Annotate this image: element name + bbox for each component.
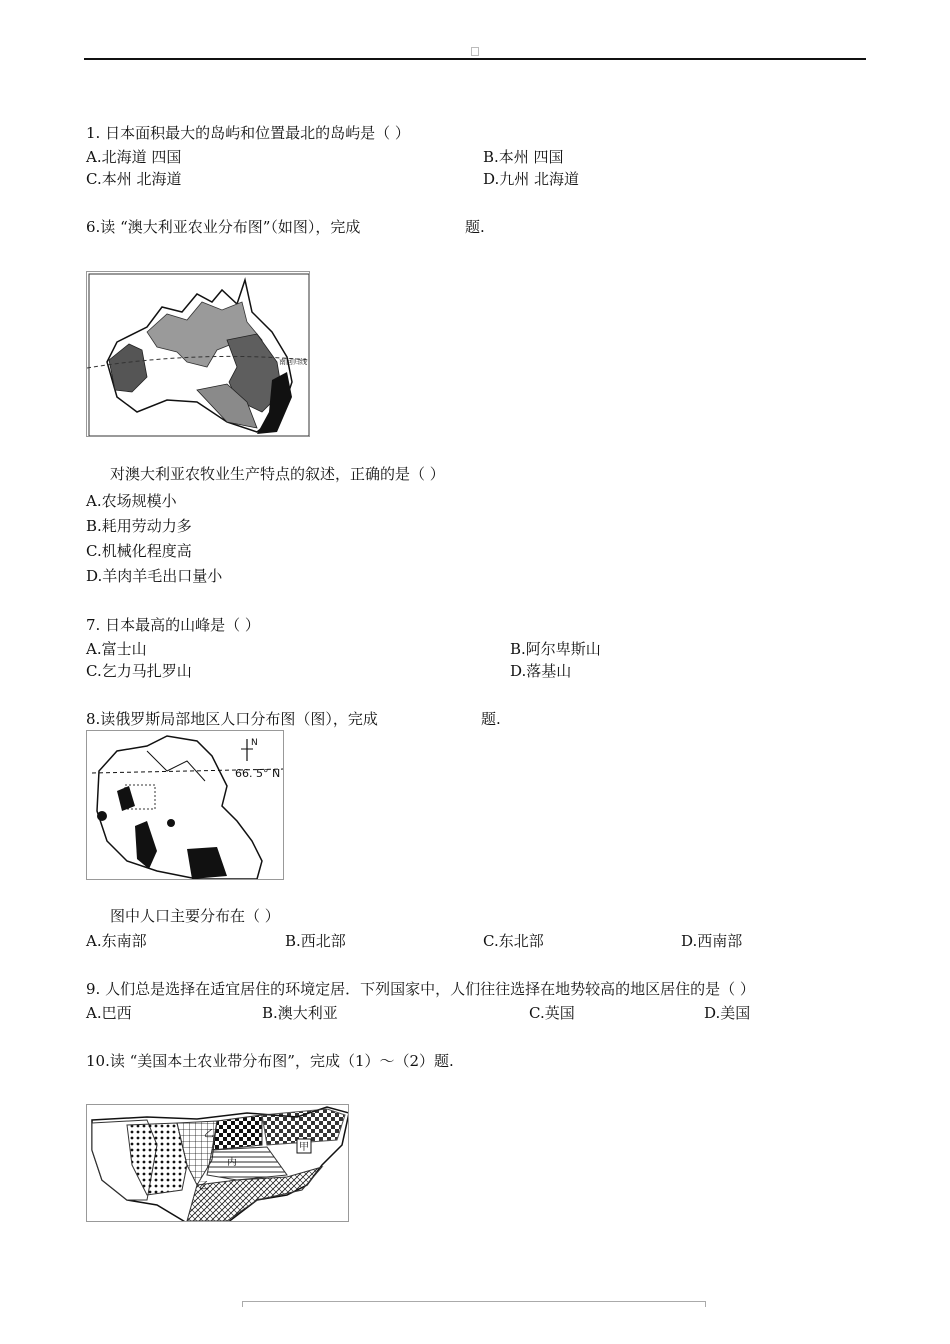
zone-label-yi-south: 乙 [199,1181,209,1192]
usa-agriculture-map [86,1104,349,1222]
q8-option-d: D.西南部 [681,932,743,950]
q6-option-d: D.羊肉羊毛出口量小 [86,567,223,585]
q7-option-b: B.阿尔卑斯山 [510,640,601,658]
q1-option-a: A.北海道 四国 [86,148,182,166]
footer-bracket [242,1301,706,1307]
q6-option-b: B.耗用劳动力多 [86,517,192,535]
q9-stem: 9. 人们总是选择在适宜居住的环境定居．下列国家中，人们往往选择在地势较高的地区居住的是（ ） [86,980,755,998]
zone-label-jia: 甲 [299,1142,309,1153]
q9-option-d: D.美国 [704,1004,751,1022]
q8-sub-question: 图中人口主要分布在（ ） [110,907,280,925]
q7-option-d: D.落基山 [510,662,572,680]
q9-option-a: A.巴西 [86,1004,132,1022]
q1-stem: 1. 日本面积最大的岛屿和位置最北的岛屿是（ ） [86,124,410,142]
q6-stem: 6.读 “澳大利亚农业分布图”（如图），完成 [86,218,361,236]
usa-map-graphic [87,1105,349,1222]
tropic-label: 南回归线 [279,358,307,366]
q7-option-c: C.乞力马扎罗山 [86,662,192,680]
q9-option-c: C.英国 [529,1004,575,1022]
dairy-zone [212,1115,262,1150]
q10-stem: 10.读 “美国本土农业带分布图”，完成（1）～（2）题. [86,1052,454,1070]
zone-label-yi-north: 乙 [204,1129,214,1140]
q6-option-c: C.机械化程度高 [86,542,192,560]
q1-option-b: B.本州 四国 [483,148,564,166]
australia-map-graphic [87,272,310,437]
city-dot-center [167,819,175,827]
q6-sub-question: 对澳大利亚农牧业生产特点的叙述，正确的是（ ） [110,465,445,483]
russia-map-graphic [87,731,284,880]
north-label: N [251,738,258,748]
q8-option-b: B.西北部 [285,932,346,950]
zone-label-bing: 丙 [227,1157,237,1168]
q9-option-b: B.澳大利亚 [262,1004,338,1022]
q8-option-a: A.东南部 [86,932,147,950]
russia-population-map [86,730,284,880]
q8-option-c: C.东北部 [483,932,544,950]
q1-option-d: D.九州 北海道 [483,170,580,188]
q7-stem: 7. 日本最高的山峰是（ ） [86,616,260,634]
q6-stem-end: 题. [465,218,485,236]
city-dot-west [97,811,107,821]
q1-option-c: C.本州 北海道 [86,170,182,188]
q8-stem: 8.读俄罗斯局部地区人口分布图（图），完成 [86,710,378,728]
q6-option-a: A.农场规模小 [86,492,177,510]
q8-stem-end: 题. [481,710,501,728]
latitude-label: 66. 5° N [235,767,281,780]
q7-option-a: A.富士山 [86,640,147,658]
header-mark [471,47,479,56]
header-rule [84,58,866,60]
australia-agriculture-map [86,271,310,437]
